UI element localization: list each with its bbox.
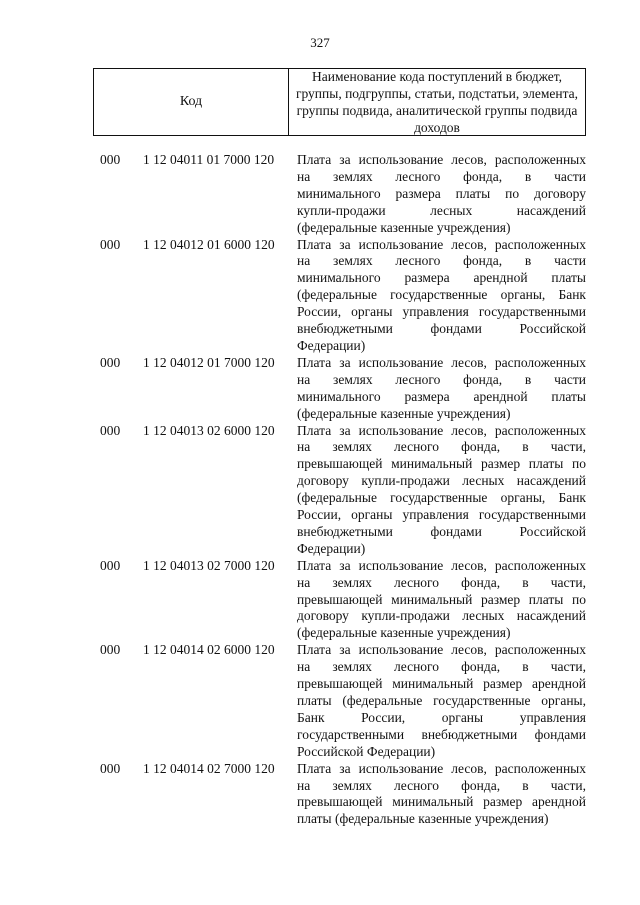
revenue-description [297,558,586,643]
description-line: Российской Федерации) [297,743,436,759]
description-line: Плата за использование лесов, расположенных [297,236,586,252]
revenue-description [297,237,586,355]
revenue-description [297,761,586,829]
revenue-description [297,355,586,423]
revenue-code-list [0,152,640,828]
description-line: Банк России, органы управления [297,709,586,725]
description-line: России, органы управления государственными [297,507,586,523]
description-line: Плата за использование лесов, расположенных [297,642,586,658]
table-row [0,152,640,237]
description-line: Плата за использование лесов, расположенных [297,760,586,776]
admin-code: 000 [100,354,121,370]
description-line: на землях лесного фонда, в части, [297,659,586,675]
description-line: минимального размера арендной платы [297,270,586,286]
description-line: минимального размера арендной платы [297,388,586,404]
table-row [0,423,640,558]
description-line: Плата за использование лесов, расположенных [297,354,586,370]
description-line: (федеральные казенные учреждения) [297,625,511,641]
description-line: на землях лесного фонда, в части [297,253,586,269]
revenue-code: 1 12 04014 02 6000 120 [143,642,275,658]
revenue-code: 1 12 04013 02 6000 120 [143,422,275,438]
description-line: (федеральные казенные учреждения) [297,219,511,235]
table-row [0,761,640,829]
admin-code: 000 [100,642,121,658]
revenue-description [297,152,586,237]
description-line: государственными внебюджетными фондами [297,726,586,742]
description-line: на землях лесного фонда, в части [297,168,586,184]
description-line: платы (федеральные казенные учреждения) [297,811,549,827]
description-line: превышающей минимальный размер арендной [297,676,586,692]
admin-code: 000 [100,236,121,252]
description-line: купли-продажи лесных насаждений [297,202,586,218]
revenue-code: 1 12 04012 01 6000 120 [143,236,275,252]
revenue-description [297,423,586,558]
description-line: Федерации) [297,337,366,353]
description-line: на землях лесного фонда, в части, [297,439,586,455]
revenue-code: 1 12 04014 02 7000 120 [143,760,275,776]
description-line: минимального размера платы по договору [297,185,586,201]
revenue-description [297,642,586,760]
description-line: платы (федеральные государственные органы, [297,693,586,708]
description-line: на землях лесного фонда, в части [297,371,586,387]
description-line: (федеральные казенные учреждения) [297,405,511,421]
description-line: (федеральные государственные органы, Банк [297,490,586,506]
description-line: Плата за использование лесов, расположенных [297,557,586,573]
table-row [0,558,640,643]
revenue-code: 1 12 04012 01 7000 120 [143,354,275,370]
admin-code: 000 [100,422,121,438]
description-line: на землях лесного фонда, в части, [297,574,586,590]
description-line: договору купли-продажи лесных насаждений [297,473,586,489]
table-row [0,237,640,355]
description-line: Плата за использование лесов, расположенных [297,152,586,167]
revenue-code: 1 12 04013 02 7000 120 [143,557,275,573]
description-line: (федеральные государственные органы, Банк [297,287,586,303]
description-line: превышающей минимальный размер платы по [297,591,586,607]
description-line: договору купли-продажи лесных насаждений [297,608,586,624]
description-line: внебюджетными фондами Российской [297,321,586,337]
page-number: 327 [310,35,330,50]
table-header [93,68,586,136]
admin-code: 000 [100,760,121,776]
table-row [0,642,640,760]
admin-code: 000 [100,152,121,167]
description-line: Плата за использование лесов, расположенных [297,422,586,438]
description-line: превышающей минимальный размер арендной [297,794,586,810]
description-line: на землях лесного фонда, в части, [297,777,586,793]
header-name-label: Наименование кода поступлений в бюджет, группы, подгруппы, статьи, подстатьи, элемента, группы подвида, аналитической группы подвида доходов [295,69,579,135]
description-line: Федерации) [297,540,366,556]
description-line: России, органы управления государственными [297,304,586,320]
header-code-label: Код [94,69,289,135]
revenue-code: 1 12 04011 01 7000 120 [143,152,275,167]
table-row [0,355,640,423]
description-line: превышающей минимальный размер платы по [297,456,586,472]
description-line: внебюджетными фондами Российской [297,523,586,539]
admin-code: 000 [100,557,121,573]
